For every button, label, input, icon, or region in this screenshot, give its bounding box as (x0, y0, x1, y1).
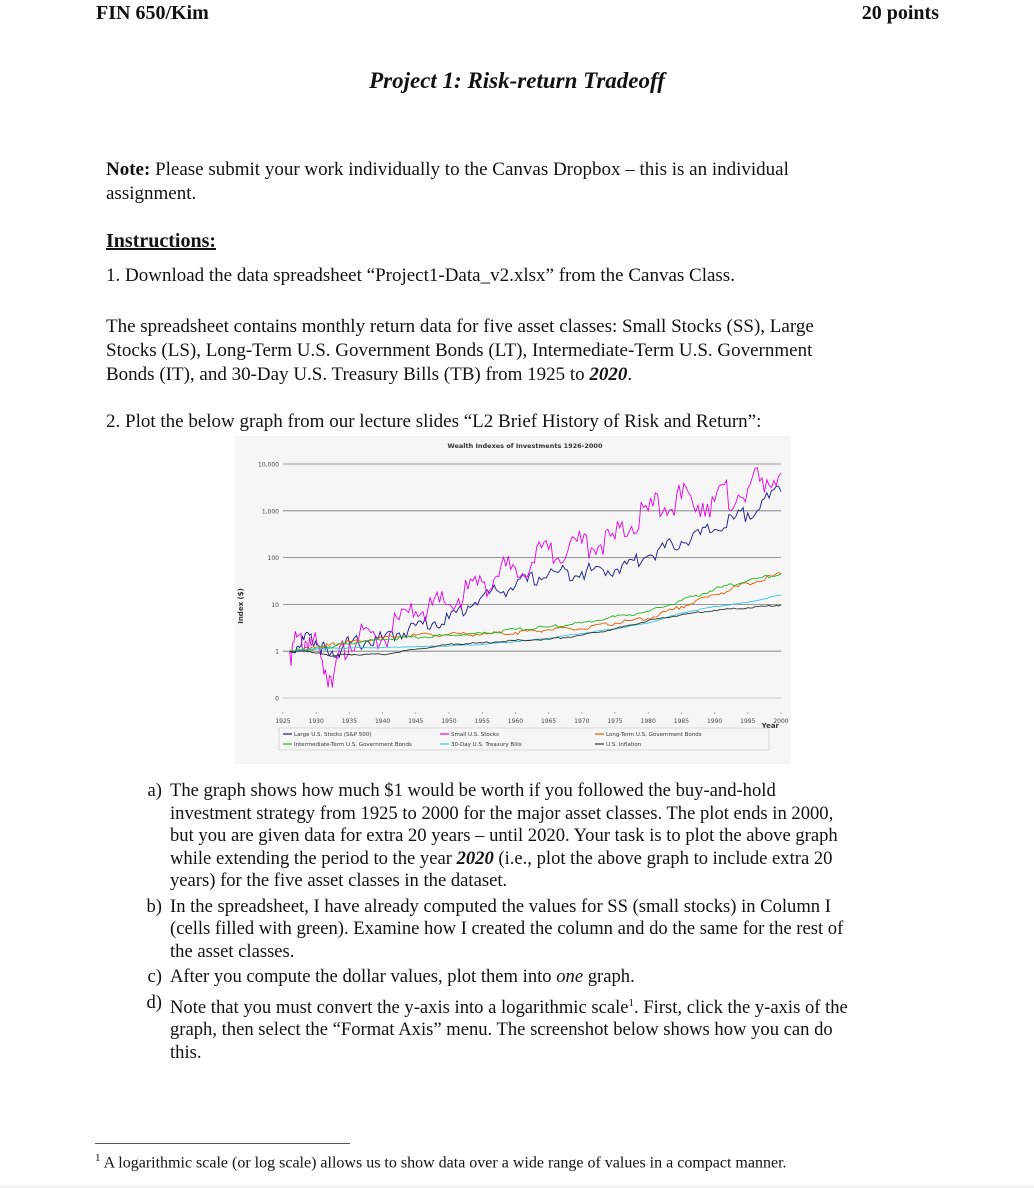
series-point (329, 645, 330, 646)
series-point (681, 541, 682, 542)
y-tick-label: 10 (271, 601, 279, 609)
task-c-end: graph. (583, 966, 635, 987)
series-point (648, 623, 649, 624)
series-point (349, 641, 350, 642)
series-point (349, 654, 350, 655)
x-tick-label: 2000 (773, 718, 789, 725)
instructions-heading: Instructions: (106, 230, 217, 252)
task-c-emphasis: one (556, 966, 584, 987)
series-point (449, 644, 450, 645)
series-point (714, 594, 715, 595)
series-point (581, 633, 582, 634)
series-point (747, 488, 748, 489)
wealth-index-chart-svg (235, 436, 791, 764)
task-c-text: After you compute the dollar values, plot them into (170, 966, 557, 987)
task-d (130, 992, 950, 1065)
x-tick-label: 1925 (275, 718, 291, 725)
legend-label: Intermediate-Term U.S. Government Bonds (294, 742, 412, 748)
series-point (615, 569, 616, 570)
series-point (615, 539, 616, 540)
series-point (515, 632, 516, 633)
series-point (615, 623, 616, 624)
task-a-line5: years) for the five asset classes in the dataset. (170, 870, 508, 891)
series-point (648, 611, 649, 612)
task-c (130, 966, 950, 989)
series-point (681, 614, 682, 615)
task-b-line2: (cells filled with green). Examine how I created the column and do the same for the rest of (170, 918, 844, 939)
series-point (548, 629, 549, 630)
footnote-text: A logarithmic scale (or log scale) allows us to show data over a wide range of values in a compact manner. (100, 1154, 787, 1172)
series-point (648, 618, 649, 619)
x-tick-label: 1955 (474, 718, 490, 725)
series-point (548, 638, 549, 639)
task-d-line2: graph, then select the “Format Axis” menu. The screenshot below shows how you can do (170, 1019, 833, 1041)
series-point (548, 549, 549, 550)
series-point (449, 604, 450, 605)
x-tick-label: 1940 (374, 718, 391, 725)
note-paragraph (106, 158, 906, 206)
series-point (289, 651, 290, 652)
series-point (309, 649, 310, 650)
series-point (781, 605, 782, 606)
series-point (714, 529, 715, 530)
series-point (747, 602, 748, 603)
series-point (714, 606, 715, 607)
series-point (382, 647, 383, 648)
series-point (581, 635, 582, 636)
legend-label: Large U.S. Stocks (S&P 500) (294, 732, 372, 738)
series-point (681, 498, 682, 499)
series-point (415, 611, 416, 612)
series-point (309, 648, 310, 649)
series-point (648, 510, 649, 511)
series-point (781, 594, 782, 595)
note-label: Note: (106, 159, 151, 180)
task-c-label: c) (147, 966, 162, 987)
y-tick-label: 100 (267, 555, 279, 563)
series-point (449, 635, 450, 636)
series-point (581, 543, 582, 544)
series-point (515, 568, 516, 569)
series-point (648, 620, 649, 621)
task-a-label: a) (147, 780, 162, 801)
series-line-0 (290, 486, 781, 657)
series-point (309, 651, 310, 652)
series-point (449, 645, 450, 646)
series-point (747, 607, 748, 608)
series-point (415, 637, 416, 638)
spreadsheet-paragraph (106, 315, 936, 387)
series-point (648, 555, 649, 556)
note-line2: assignment. (106, 183, 197, 204)
series-point (681, 606, 682, 607)
task-b (130, 896, 950, 964)
series-point (349, 647, 350, 648)
series-point (449, 618, 450, 619)
series-point (548, 573, 549, 574)
series-point (309, 637, 310, 638)
note-line1: Please submit your work individually to the Canvas Dropbox – this is an individual (150, 159, 789, 180)
series-point (747, 513, 748, 514)
series-point (415, 646, 416, 647)
footnote-ref[interactable]: 1 (628, 996, 635, 1009)
spreadsheet-line2: Stocks (LS), Long-Term U.S. Government Bonds (LT), Intermediate-Term U.S. Government (106, 340, 813, 361)
wealth-index-chart (235, 436, 791, 764)
series-point (382, 639, 383, 640)
series-point (681, 600, 682, 601)
series-point (309, 635, 310, 636)
y-tick-label: 1 (275, 648, 279, 656)
x-axis-label: Year (761, 722, 779, 730)
task-b-line3: the asset classes. (170, 940, 295, 962)
series-point (781, 573, 782, 574)
x-tick-label: 1970 (574, 718, 590, 725)
series-point (329, 655, 330, 656)
series-point (781, 473, 782, 474)
task-d-line3: this. (170, 1041, 202, 1063)
spreadsheet-line3: Bonds (IT), and 30-Day U.S. Treasury Bills (TB) from 1925 to (106, 364, 590, 385)
task-b-label: b) (146, 895, 162, 917)
task-a-line3: but you are given data for extra 20 years – until 2020. Your task is to plot the above graph (170, 825, 838, 846)
task-a-line4-end: (i.e., plot the above graph to include extra 20 (493, 847, 833, 869)
series-point (747, 580, 748, 581)
series-point (515, 629, 516, 630)
x-tick-label: 1990 (706, 718, 723, 725)
step-2: 2. Plot the below graph from our lecture slides “L2 Brief History of Risk and Return”: (106, 411, 762, 432)
y-tick-label: 1,000 (261, 508, 279, 516)
x-tick-label: 1995 (740, 718, 756, 725)
series-point (449, 634, 450, 635)
task-a-line1: The graph shows how much $1 would be worth if you followed the buy-and-hold (170, 780, 776, 801)
task-a-line4: while extending the period to the year (170, 847, 457, 869)
x-tick-label: 1985 (673, 718, 690, 725)
x-tick-label: 1945 (408, 718, 424, 725)
series-point (581, 628, 582, 629)
series-point (515, 641, 516, 642)
task-d-line1-end: . First, click the y-axis of the (634, 996, 848, 1018)
series-point (382, 654, 383, 655)
course-label: FIN 650/Kim (96, 2, 209, 24)
series-point (714, 589, 715, 590)
legend-label: 30-Day U.S. Treasury Bills (451, 742, 522, 748)
page-title: Project 1: Risk-return Tradeoff (369, 68, 665, 93)
series-point (329, 646, 330, 647)
x-tick-label: 1975 (607, 718, 623, 725)
series-point (329, 648, 330, 649)
series-point (482, 644, 483, 645)
task-d-line1: Note that you must convert the y-axis into a logarithmic scale (170, 996, 629, 1018)
legend-label: Long-Term U.S. Government Bonds (606, 732, 702, 738)
series-point (482, 596, 483, 597)
x-tick-label: 1980 (640, 718, 656, 725)
points-label: 20 points (861, 2, 939, 24)
spreadsheet-line1: The spreadsheet contains monthly return data for five asset classes: Small Stocks (SS), Large (106, 316, 814, 337)
series-point (382, 637, 383, 638)
series-line-4 (290, 595, 781, 651)
series-point (482, 633, 483, 634)
x-tick-label: 1950 (441, 718, 457, 725)
task-b-line1: In the spreadsheet, I have already computed the values for SS (small stocks) in Column I (170, 895, 831, 917)
series-point (482, 643, 483, 644)
series-point (714, 501, 715, 502)
series-point (515, 640, 516, 641)
series-point (482, 582, 483, 583)
series-point (415, 635, 416, 636)
series-point (615, 628, 616, 629)
x-tick-label: 1960 (507, 718, 524, 725)
footnote (95, 1152, 787, 1172)
series-point (415, 649, 416, 650)
series-point (548, 639, 549, 640)
task-d-label: d) (146, 991, 162, 1013)
x-tick-label: 1965 (540, 718, 557, 725)
series-point (581, 623, 582, 624)
series-point (482, 634, 483, 635)
x-tick-label: 1930 (308, 718, 324, 725)
legend-label: U.S. Inflation (606, 742, 642, 748)
series-point (349, 643, 350, 644)
y-tick-label: 0 (275, 695, 279, 703)
task-list (130, 780, 950, 1067)
series-point (747, 583, 748, 584)
series-point (329, 675, 330, 676)
series-point (415, 625, 416, 626)
footnote-mark: 1 (95, 1152, 101, 1164)
series-point (515, 585, 516, 586)
series-point (615, 616, 616, 617)
y-tick-label: 10,000 (258, 461, 279, 469)
x-tick-label: 1935 (341, 718, 358, 725)
y-axis-label: Index ($) (237, 588, 245, 624)
task-a-year: 2020 (456, 847, 494, 869)
spreadsheet-year: 2020 (589, 364, 628, 385)
spreadsheet-period: . (627, 364, 633, 385)
legend-label: Small U.S. Stocks (451, 732, 499, 738)
series-point (382, 638, 383, 639)
step-1: 1. Download the data spreadsheet “Project1-Data_v2.xlsx” from the Canvas Class. (106, 265, 735, 286)
footnote-divider (95, 1143, 350, 1144)
series-point (714, 610, 715, 611)
task-a-line2: investment strategy from 1925 to 2000 for the major asset classes. The plot ends in 2000, (170, 802, 834, 824)
series-point (781, 491, 782, 492)
series-point (548, 627, 549, 628)
task-a (130, 780, 950, 893)
series-point (681, 613, 682, 614)
chart-title: Wealth Indexes of Investments 1926-2000 (447, 442, 603, 450)
series-point (581, 571, 582, 572)
